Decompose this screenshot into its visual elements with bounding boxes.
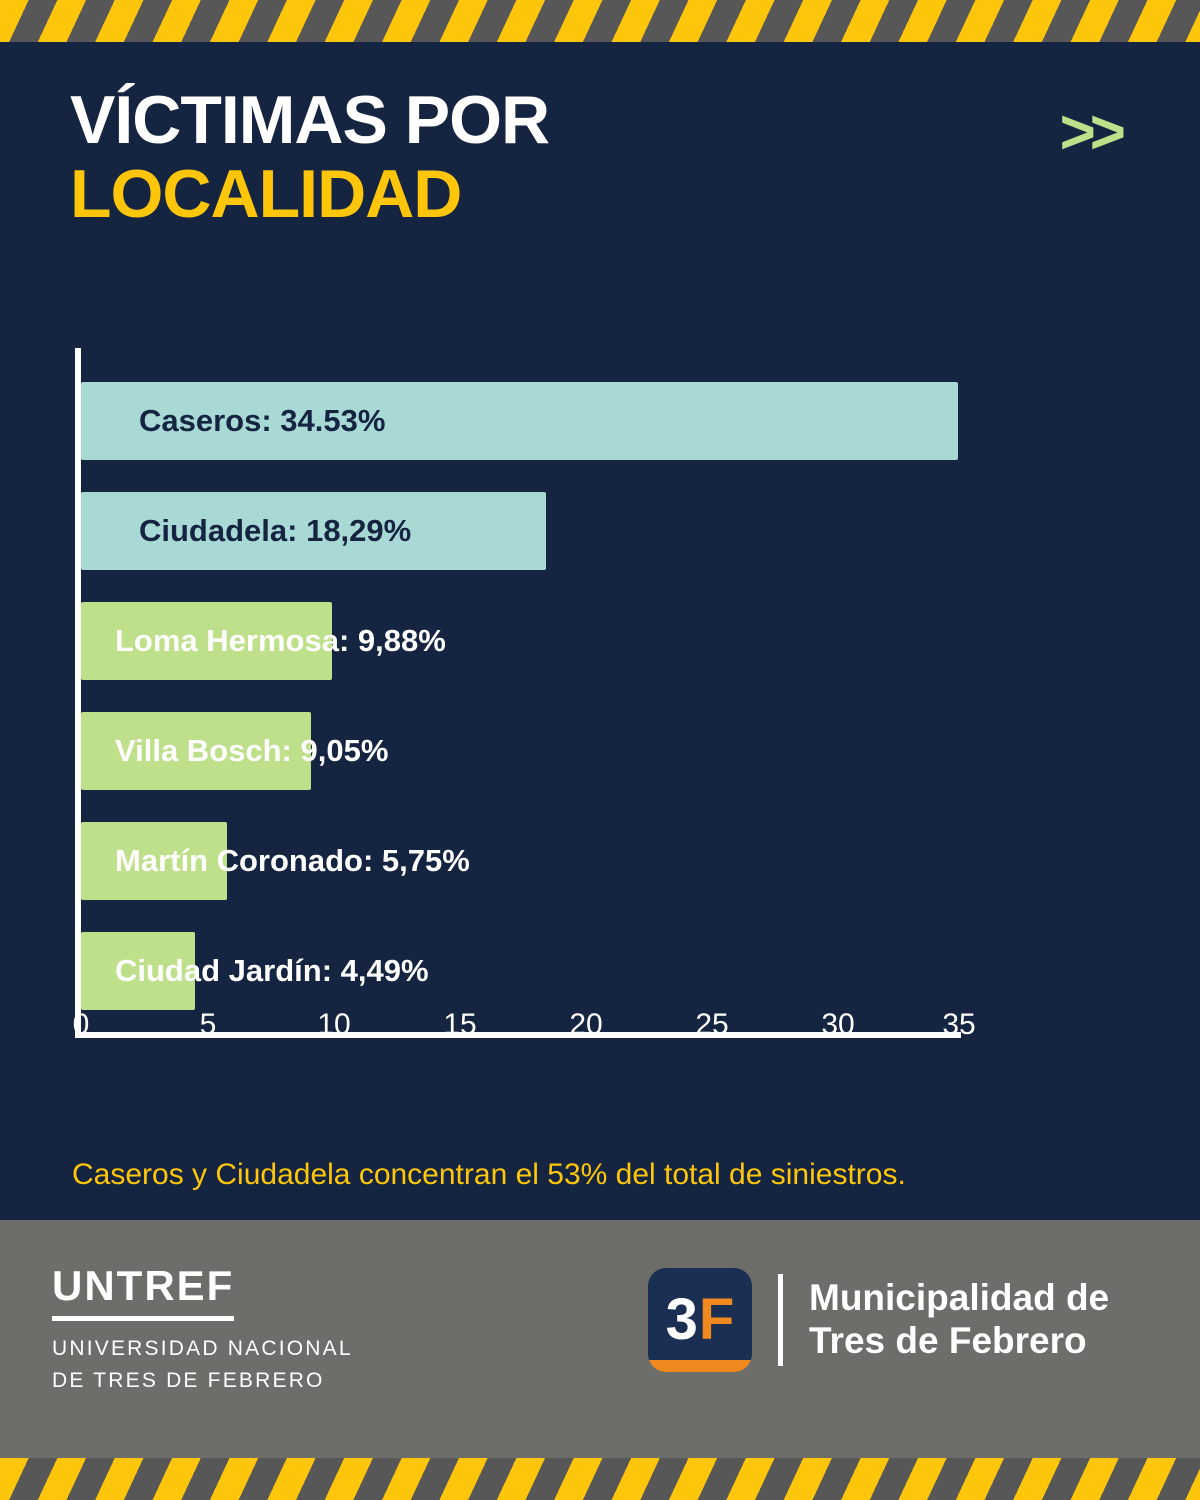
bar-ciudadela (81, 492, 546, 570)
page-title-line2: LOCALIDAD (70, 156, 462, 233)
x-axis-ticks (72, 1008, 976, 1048)
bar-label: Caseros: 34.53% (139, 403, 386, 438)
page-title-line1: VÍCTIMAS POR (70, 82, 550, 158)
x-tick-25: 25 (695, 1008, 729, 1041)
bar-label: Martín Coronado: 5,75% (115, 843, 470, 878)
footer (0, 1220, 1200, 1458)
bar-series (81, 366, 1121, 1026)
bar-row (81, 696, 1121, 806)
bar-label: Villa Bosch: 9,05% (115, 733, 389, 768)
bar-label: Ciudad Jardín: 4,49% (115, 953, 429, 988)
x-tick-30: 30 (821, 1008, 855, 1041)
logo-underline (648, 1360, 752, 1372)
x-tick-10: 10 (317, 1008, 351, 1041)
bar-row (81, 586, 1121, 696)
logo-three: 3 (665, 1287, 698, 1352)
bar-row (81, 366, 1121, 476)
bar-row (81, 806, 1121, 916)
untref-wordmark: UNTREF (52, 1262, 234, 1321)
chart-caption: Caseros y Ciudadela concentran el 53% del total de siniestros. (72, 1158, 906, 1191)
hazard-stripe-top (0, 0, 1200, 42)
municipality-name-line1: Municipalidad de (809, 1277, 1110, 1319)
x-tick-15: 15 (443, 1008, 477, 1041)
municipality-name-line2: Tres de Febrero (809, 1320, 1087, 1361)
untref-subtitle (52, 1333, 353, 1396)
chevron-right-icon: >> (1059, 98, 1120, 167)
x-tick-35: 35 (942, 1008, 976, 1041)
untref-subtitle-line1: UNIVERSIDAD NACIONAL (52, 1337, 353, 1360)
hazard-stripe-bottom (0, 1458, 1200, 1500)
municipality-name (809, 1277, 1109, 1362)
x-tick-5: 5 (199, 1008, 217, 1041)
bar-label: Loma Hermosa: 9,88% (115, 623, 446, 658)
bar-martin-coronado (81, 822, 470, 900)
header (70, 82, 1130, 234)
bar-villa-bosch (81, 712, 389, 790)
municipality-branding (648, 1268, 1109, 1372)
logo-f: F (698, 1287, 735, 1352)
bar-chart (72, 348, 1130, 1048)
untref-subtitle-line2: DE TRES DE FEBRERO (52, 1368, 325, 1392)
bar-loma-hermosa (81, 602, 446, 680)
vertical-divider (778, 1274, 783, 1366)
bar-caseros (81, 382, 958, 460)
x-tick-20: 20 (569, 1008, 603, 1041)
tres-de-febrero-logo-icon (648, 1268, 752, 1372)
bar-row (81, 476, 1121, 586)
x-tick-0: 0 (72, 1008, 90, 1041)
bar-label: Ciudadela: 18,29% (139, 513, 412, 548)
bar-ciudad-jardin (81, 932, 429, 1010)
untref-logo (52, 1262, 353, 1396)
